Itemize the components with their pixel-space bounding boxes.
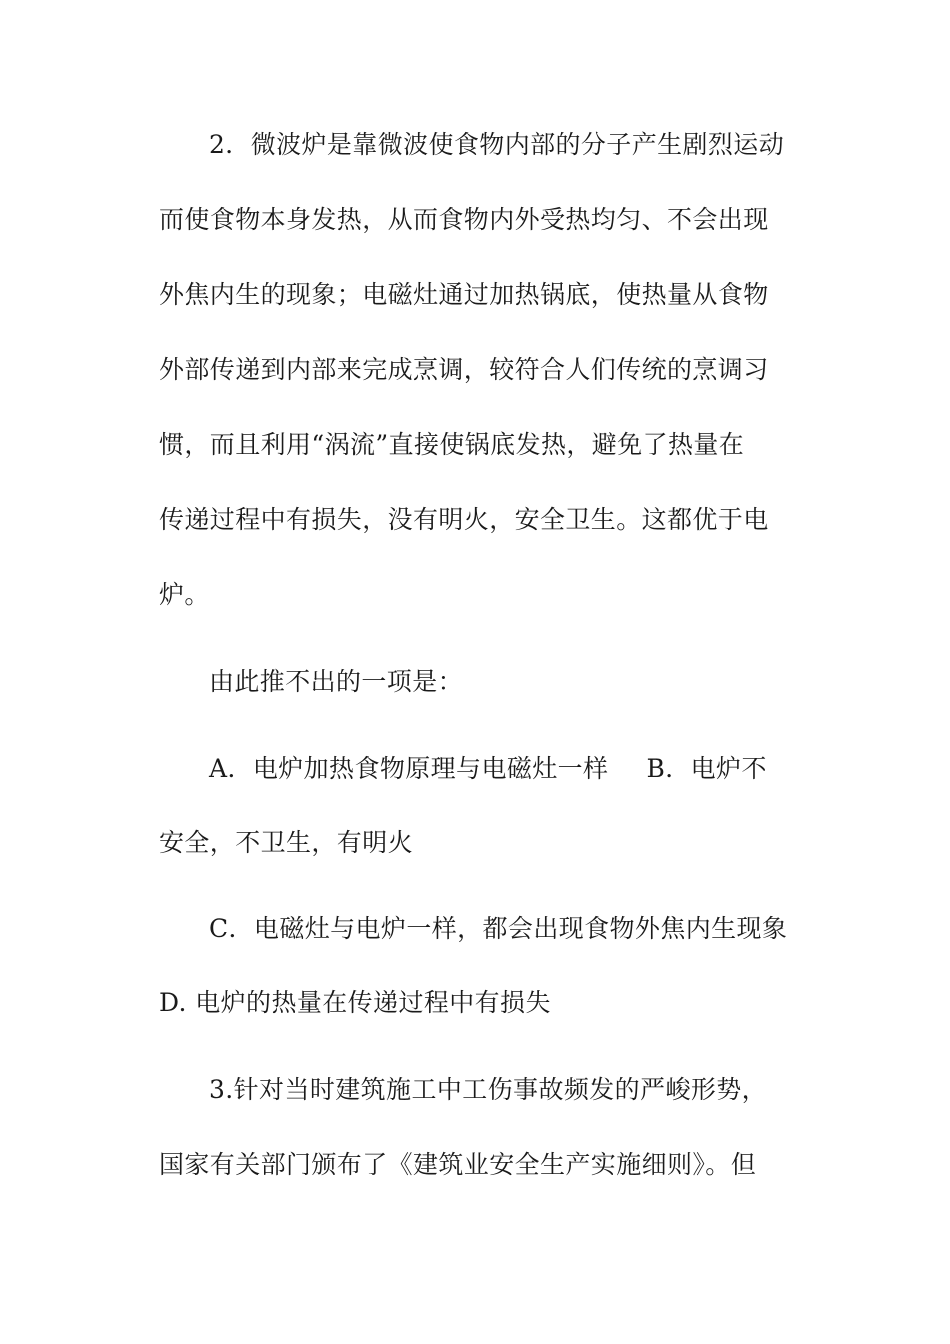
q2-stem-line-6: 传递过程中有损失，没有明火，安全卫生。这都优于电 bbox=[159, 505, 769, 534]
option-a: A．电炉加热食物原理与电磁灶一样 bbox=[209, 754, 609, 783]
q3-line-2: 国家有关部门颁布了《建筑业安全生产实施细则》。但 bbox=[159, 1150, 757, 1179]
option-b-part-2: 安全，不卫生，有明火 bbox=[159, 828, 414, 857]
q3-line-1: 3.针对当时建筑施工中工伤事故频发的严峻形势， bbox=[209, 1075, 768, 1104]
q2-stem-line-4: 外部传递到内部来完成烹调，较符合人们传统的烹调习 bbox=[159, 355, 769, 384]
option-d: D. 电炉的热量在传递过程中有损失 bbox=[159, 988, 551, 1017]
option-b-part-1: B．电炉不 bbox=[646, 754, 767, 783]
q2-stem-line-3: 外焦内生的现象；电磁灶通过加热锅底，使热量从食物 bbox=[159, 280, 769, 309]
option-line-ab bbox=[209, 754, 849, 784]
q2-stem-line-1: 2．微波炉是靠微波使食物内部的分子产生剧烈运动 bbox=[209, 130, 785, 159]
q2-stem-line-2: 而使食物本身发热，从而食物内外受热均匀、不会出现 bbox=[159, 205, 769, 234]
q2-stem-line-5: 惯，而且利用“涡流”直接使锅底发热，避免了热量在 bbox=[159, 430, 745, 459]
q2-question: 由此推不出的一项是： bbox=[209, 667, 464, 696]
option-c: C．电磁灶与电炉一样，都会出现食物外焦内生现象 bbox=[209, 914, 788, 943]
q2-stem-line-7: 炉。 bbox=[159, 580, 210, 609]
